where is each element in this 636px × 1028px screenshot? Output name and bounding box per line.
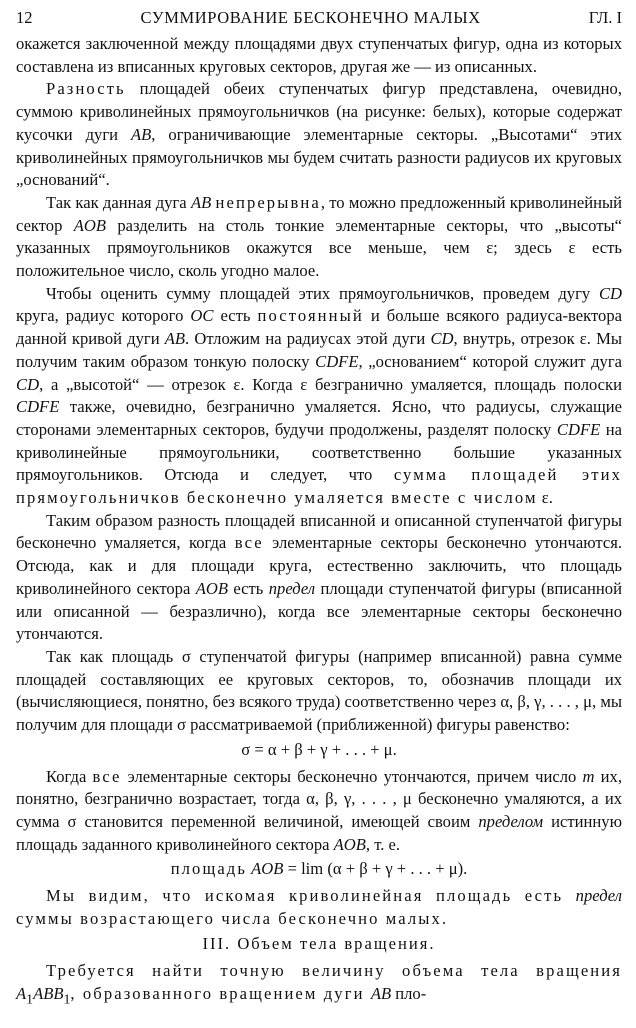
section-heading: III. Объем тела вращения. (202, 934, 436, 954)
paragraph-estimate: Чтобы оценить сумму площадей этих прямоугольничков, проведем дугу CD круга, радиус которого OC есть постоянный и больше всякого радиуса-вектора данной кривой дуги AB. Отложим на радиусах этой дуги CD, внутрь, отрезок ε. Мы получим таким образом тонкую полоску CDFE, „основанием“ которой служит дуга CD, а „высотой“ — отрезок ε. Когда ε безгранично умаляется, площадь полоски CDFE также, очевидно, безгранично умаляется. Ясно, что радиусы, служащие сторонами элементарных секторов, будучи продолжены, разделят полоску CDFE на криволинейные прямоугольники, соответственно большие указанных прямоугольников. Отсюда и следует, что сумма площадей этих прямоугольничков бесконечно умаляется вместе с числом ε. (16, 283, 622, 508)
paragraph-sum-of-sectors: Так как площадь σ ступенчатой фигуры (например вписанной) равна сумме площадей составляющих ее круговых секторов, то, обозначив площади их (вычисляющиеся, понятно, без всякого труда) соответственно через α, β, γ, . . . , μ, мы получим для площади σ рассматриваемой (приближенной) фигуры равенство: (16, 646, 622, 735)
running-title: СУММИРОВАНИЕ БЕСКОНЕЧНО МАЛЫХ (140, 8, 481, 27)
paragraph-stepped-figure: Таким образом разность площадей вписанной и описанной ступенчатой фигуры бесконечно умаляется, когда все элементарные секторы бесконечно утончаются. Отсюда, как и для площади круга, естественно заключить, что площадь криволинейного сектора AOB есть предел площади ступенчатой фигуры (вписанной или описанной — безразлично), когда все элементарные секторы бесконечно утончаются. (16, 510, 623, 644)
formula-sigma: σ = α + β + γ + . . . + μ. (241, 739, 397, 759)
paragraph-continuity: Так как данная дуга AB непрерывна, то можно предложенный криволинейный сектор AOB разделить на столь тонкие элементарные секторы, что „высоты“ указанных прямоугольников окажутся все меньше, чем ε; здесь ε есть положительное число, сколь угодно малое. (16, 192, 622, 281)
chapter-label: ГЛ. I (588, 8, 622, 27)
paragraph-difference: Разность площадей обеих ступенчатых фигур представлена, очевидно, суммою криволинейных прямоугольничков (на рисунке: белых), которые содержат кусочки дуги AB, ограничивающие элементарные секторы. „Высотами“ этих криволинейных прямоугольничков мы будем считать разности радиусов их круговых „оснований“. (16, 79, 623, 190)
paragraph-continuation: окажется заключенной между площадями двух ступенчатых фигур, одна из которых составлена из вписанных круговых секторов, другая же — из описанных. (16, 34, 622, 76)
paragraph-limit: Когда все элементарные секторы бесконечно утончаются, причем число m их, понятно, безгранично возрастает, тогда α, β, γ, . . . , μ бесконечно умаляются, а их сумма σ становится переменной величиной, имеющей своим пределом истинную площадь заданного криволинейного сектора AOB, т. е. (16, 766, 622, 854)
page-number: 12 (16, 8, 33, 27)
page-body (16, 33, 622, 1011)
paragraph-volume: Требуется найти точную величину объема тела вращения $A_1ABB_1$, образованного вращением дуги AB пло- (16, 961, 622, 1007)
paragraph-conclusion: Мы видим, что искомая криволинейная площадь есть предел суммы возрастающего числа бесконечно малых. (16, 886, 622, 928)
formula-area-limit: площадь AOB = lim (α + β + γ + . . . + μ). (170, 859, 468, 879)
page-header (16, 8, 622, 28)
